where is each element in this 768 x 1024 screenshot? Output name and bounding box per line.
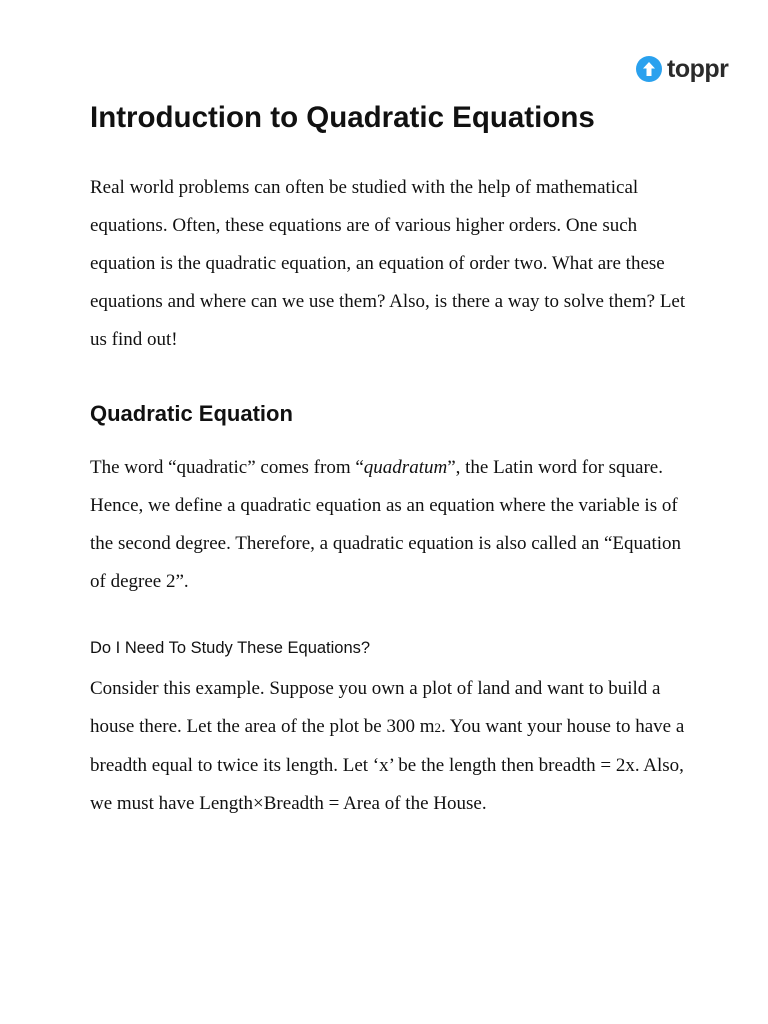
up-arrow-icon: [636, 56, 662, 82]
example-text-end: . You want your house to have a breadth equal to twice its length. Let ‘x’ be the length then breadth = 2x. Also, we must have Length×Breadth = Area of the House.: [90, 716, 685, 814]
unit-exponent: 2: [434, 720, 442, 735]
example-text-start: Consider this example. Suppose you own a plot of land and want to build a house there. Let the area of the plot be 300 m: [90, 678, 661, 737]
page-title: Introduction to Quadratic Equations: [90, 101, 595, 134]
definition-paragraph: [90, 449, 690, 601]
logo-text: toppr: [667, 55, 729, 83]
definition-text-start: The word “quadratic” comes from “: [90, 457, 364, 478]
latin-word: quadratum: [363, 457, 448, 478]
toppr-logo: [636, 54, 728, 84]
definition-text-end: ”, the Latin word for square. Hence, we define a quadratic equation as an equation where the variable is of the second degree. Therefore, a quadratic equation is also called an “Equation of degree 2”.: [90, 457, 682, 592]
document-body: [90, 98, 690, 823]
section-heading-study: Do I Need To Study These Equations?: [90, 639, 371, 657]
section-heading-quadratic-equation: Quadratic Equation: [90, 401, 293, 426]
example-paragraph: [90, 670, 690, 823]
intro-paragraph: Real world problems can often be studied with the help of mathematical equations. Often, these equations are of various higher orders. One such equation is the quadratic equation, an equation of order two. What are these equations and where can we use them? Also, is there a way to solve them? Let us find out!: [90, 177, 686, 350]
